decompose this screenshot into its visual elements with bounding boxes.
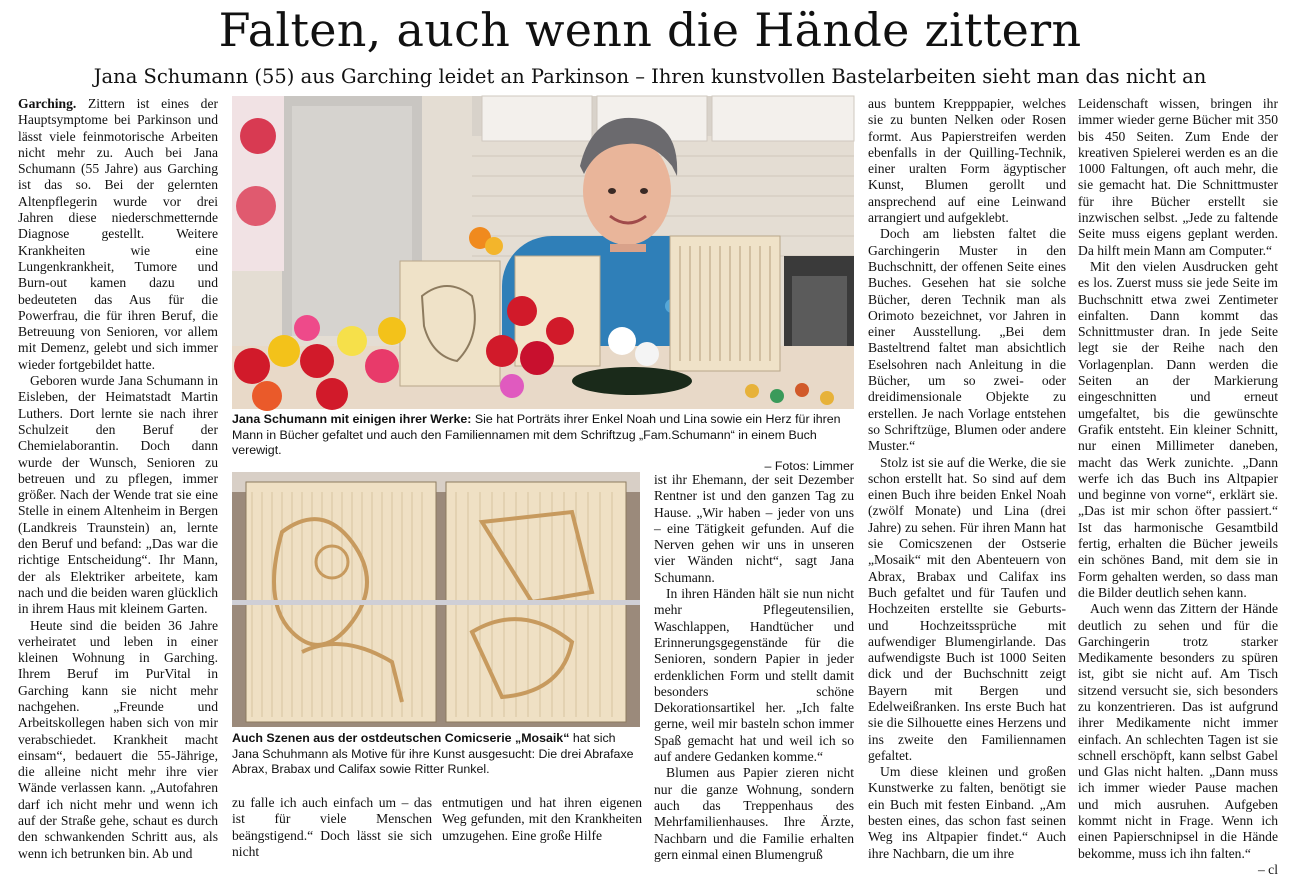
caption-lead: Jana Schumann mit einigen ihrer Werke:: [232, 412, 472, 426]
photo-illustration: [232, 96, 854, 409]
caption-lead: Auch Szenen aus der ostdeutschen Comicserie „Mosaik“: [232, 731, 570, 745]
photo-mosaik-folded-books: [232, 472, 640, 727]
column-5: [1078, 96, 1278, 877]
paragraph: zu falle ich auch einfach um – das ist für viele Menschen beängstigend.“ Doch lässt sie sich nicht: [232, 795, 432, 859]
column-1: [18, 96, 218, 861]
column-4: [868, 96, 1066, 861]
column-3: [654, 472, 854, 862]
author-signature: – cl: [1257, 861, 1278, 877]
paragraph: Leidenschaft wissen, bringen ihr immer wieder gerne Bücher mit 350 bis 450 Seiten. Zum Ende der kreativen Spielerei werden es an die 1000 Faltungen, oft auch mehr, die sie gemacht hat. Die Schnittmuster für ihre Bücher erstellt sie inzwischen selbst. „Jede zu faltende Seite muss eigens geplant werden. Da hilft mein Mann am Computer.“: [1078, 96, 1278, 258]
paragraph: Um diese kleinen und großen Kunstwerke zu falten, benötigt sie ein Buch mit festen Einband. „Am besten eines, das schon fast seinen Weg ins Altpapier findet.“ Auch ihre Nachbarn, die um ihre: [868, 764, 1066, 861]
paragraph: [18, 96, 218, 373]
caption-text: hat sich Jana Schuhmann als Motive für ihre Kunst ausgesucht: Die drei Abrafaxe Abrax, Brabax und Califax sowie Ritter Runkel.: [232, 731, 634, 777]
paragraph: Geboren wurde Jana Schumann in Eisleben, der Heimatstadt Martin Luthers. Dort lernte sie nach ihrer Schulzeit den Beruf der Chemielaborantin. Doch dann wurde der Wunsch, Senioren zu betreuen und zu pflegen, immer größer. Nach der Wende trat sie eine Stelle in einem Altenheim in Bergen (Landkreis Traunstein) an, lernte den Beruf und befand: „Das war die richtige Entscheidung“. Ihr Mann, der als Elektriker arbeitete, kam nach und die beiden waren glücklich in ihrem Haus mit kleinem Garten.: [18, 373, 218, 617]
headline: Falten, auch wenn die Hände zittern: [218, 3, 1082, 57]
column-2b: [442, 795, 642, 845]
paragraph: Blumen aus Papier zieren nicht nur die ganze Wohnung, sondern auch das Treppenhaus des Mehrfamilienhauses. Ihre Ärzte, Nachbarn und die Familie erhalten gern einmal einen Blumengruß: [654, 765, 854, 862]
paragraph: Mit den vielen Ausdrucken geht es los. Zuerst muss sie jede Seite im Buchschnitt etwa zwei Zentimeter einfalten. Dann kommt das Schnittmuster dran. In jede Seite legt sie der Reihe nach den Vorlagenplan. Dann werden die Seiten an der Markierung eingeschnitten und erneut umgefaltet, bis die gewünschte Grafik entsteht. Ein kleiner Schnitt, nur einen Millimeter daneben, macht das Werk zunichte. „Dann werfe ich das Buch ins Altpapier und beginne von vorne“, erklärt sie. „Das ist mir schon öfter passiert.“ Ist das harmonische Gesamtbild fertig, erhalten die Bücher jeweils ein schönes Band, mit dem sie in Form gehalten werden, so dass man die Bilder deutlich sehen kann.: [1078, 258, 1278, 600]
paragraph: Auch wenn das Zittern der Hände deutlich zu sehen und für die Garchingerin trotz starker Medikamente besonders zu spüren ist, gibt sie nicht auf. Am Tisch sitzend versucht sie, sich besonders zu konzentrieren. Das ist aufgrund ihrer Medikamente nicht immer einfach. An schlechten Tagen ist sie schnell erschöpft, kann selbst Gabel und Glas nicht halten. „Dann muss ich immer wieder Pause machen und mich ausruhen. Aufgeben kommt nicht in Frage. Wenn ich einen Papierschnipsel in die Hände bekomme, muss ich ihn falten.“: [1078, 601, 1278, 861]
paragraph: Stolz ist sie auf die Werke, die sie schon erstellt hat. So sind auf dem einen Buch ihre beiden Enkel Noah (zwölf Monate) und Lina (drei Jahre) zu sehen. Für ihren Mann hat sie Comicszenen der Ostserie „Mosaik“ mit den Abenteuern von Abrax, Brabax und Califax ins Buch gefaltet und für Taufen und Hochzeiten erstellte sie Geburts- und Hochzeitssprüche mit aufwendiger Blumengirlande. Das aufwendigste Buch ist 1000 Seiten dick und der Buchschnitt zeigt Bayern mit Bergen und Edelweißranken. Ins erste Buch hat sie die Silhouette eines Herzens und ins zweite den Familiennamen gefaltet.: [868, 454, 1066, 763]
paragraph: ist ihr Ehemann, der seit Dezember Rentner ist und den ganzen Tag zu Hause. „Wir haben – jeder von uns – eine Tätigkeit gefunden. Auf die Nerven gehen wir uns in unseren vier Wänden nicht“, sagt Jana Schumann.: [654, 472, 854, 585]
photo-caption: [232, 731, 642, 778]
paragraph-text: Zittern ist eines der Hauptsymptome bei Parkinson und lässt viele feinmotorische Arbeiten nicht mehr zu. Auch bei Jana Schumann (55 Jahre) aus Garching ist das so. Bei der gelernten Altenpflegerin wurde vor drei Jahren diese niederschmetternde Diagnose gestellt. Weitere Krankheiten wie eine Lungenkrankheit, Tumore und Burn-out kamen dazu und bedeuteten das Aus für die Powerfrau, die für ihren Beruf, die Betreuung von Senioren, vor allem mit Demenz, gelebt und sich immer wieder fortgebildet hatte.: [18, 96, 218, 372]
subheadline: Jana Schumann (55) aus Garching leidet an Parkinson – Ihren kunstvollen Bastelarbeiten sieht man das nicht an: [93, 65, 1207, 88]
photo-credit: – Fotos: Limmer: [764, 458, 854, 473]
photo-caption: [232, 412, 854, 474]
column-2: [232, 795, 432, 859]
paragraph: In ihren Händen hält sie nun nicht mehr Pflegeutensilien, Waschlappen, Handtücher und Erinnerungsgegenstände für die Senioren, sondern Papier in jeder erdenklichen Form und stellt damit besonders schöne Dekorationsartikel her. „Ich falte gerne, weil mir basteln schon immer Spaß gemacht hat und weil ich so auf andere Gedanken komme.“: [654, 586, 854, 765]
location-dateline: Garching.: [18, 96, 77, 111]
paragraph: Doch am liebsten faltet die Garchingerin Muster in den Buchschnitt, der offenen Seite eines Buches. Gesehen hat sie solche Bücher, deren Technik man als Orimoto bezeichnet, vor Jahren in einer Ausstellung. „Bei dem Basteltrend faltet man absichtlich Eselsohren nach Anleitung in die Bücher, um so zwei- oder dreidimensionale Objekte zu erstellen. Je nach Vorlage entstehen so Schriftzüge, Blumen oder andere Muster.“: [868, 226, 1066, 454]
paragraph: entmutigen und hat ihren eigenen Weg gefunden, mit den Krankheiten umzugehen. Eine große Hilfe: [442, 795, 642, 843]
caption-text: Sie hat Porträts ihrer Enkel Noah und Lina sowie ein Herz für ihren Mann in Bücher gefaltet und auch den Familiennamen mit dem Schriftzug „Fam.Schumann“ in einem Buch verewigt.: [232, 412, 841, 458]
paragraph: Heute sind die beiden 36 Jahre verheiratet und leben in einer kleinen Wohnung in Garching. Ihrem Beruf im PurVital in Garching kann sie nicht mehr nachgehen. „Freunde und Arbeitskollegen haben sich von mir verabschiedet. Krankheit macht einsam“, bedauert die 55-Jährige, die alleine nicht mehr ihre vier Wände verlassen kann. „Autofahren darf ich nicht mehr und wenn ich auf der Straße gehe, schaut es durch den schwankenden Schritt aus, als wenn ich betrunken bin. Ab und: [18, 617, 218, 861]
photo-illustration: [232, 472, 640, 727]
paragraph: aus buntem Krepppapier, welches sie zu bunten Nelken oder Rosen formt. Aus Papierstreifen werden ebenfalls in der Quilling-Technik, einer uralten Form ägyptischer Kunst, Blumen gerollt und ansprechend auf eine Leinwand arrangiert und aufgeklebt.: [868, 96, 1066, 226]
photo-jana-schumann-with-works: [232, 96, 854, 409]
